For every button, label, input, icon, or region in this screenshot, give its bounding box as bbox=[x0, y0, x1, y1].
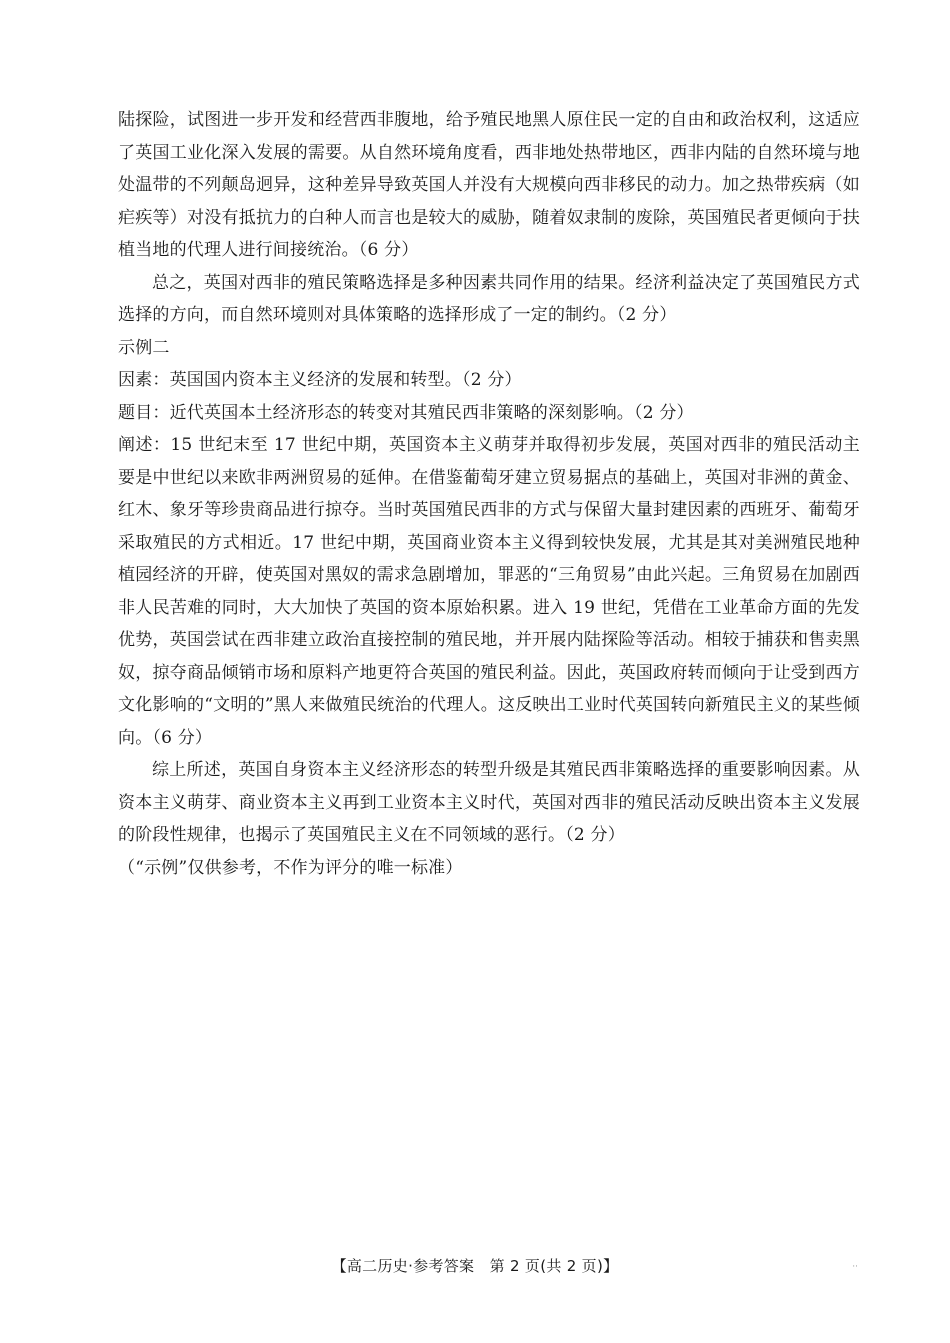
page-footer: 【高二历史·参考答案 第 2 页(共 2 页)】 bbox=[331, 1257, 619, 1275]
corner-mark: ·· bbox=[852, 1262, 858, 1272]
answer-content bbox=[118, 104, 860, 884]
factor-line: 因素：英国国内资本主义经济的发展和转型。（2 分） bbox=[118, 370, 522, 390]
example-two-heading: 示例二 bbox=[118, 337, 170, 358]
topic-line: 题目：近代英国本土经济形态的转变对其殖民西非策略的深刻影响。（2 分） bbox=[118, 402, 694, 423]
paragraph-summary-1: 总之，英国对西非的殖民策略选择是多种因素共同作用的结果。经济利益决定了英国殖民方式选择的方向，而自然环境则对具体策略的选择形成了一定的制约。（2 分） bbox=[118, 272, 860, 325]
reference-note: （“示例”仅供参考，不作为评分的唯一标准） bbox=[118, 857, 463, 878]
paragraph-continuation: 陆探险，试图进一步开发和经营西非腹地，给予殖民地黑人原住民一定的自由和政治权利，这适应了英国工业化深入发展的需要。从自然环境角度看，西非地处热带地区，西非内陆的自然环境与地处温带的不列颠岛迥异，这种差异导致英国人并没有大规模向西非移民的动力。加之热带疾病（如疟疾等）对没有抵抗力的白种人而言也是较大的威胁，随着奴隶制的废除，英国殖民者更倾向于扶植当地的代理人进行间接统治。（6 分） bbox=[118, 110, 860, 260]
paragraph-summary-2: 综上所述，英国自身资本主义经济形态的转型升级是其殖民西非策略选择的重要影响因素。从资本主义萌芽、商业资本主义再到工业资本主义时代，英国对西非的殖民活动反映出资本主义发展的阶段性规律，也揭示了英国殖民主义在不同领域的恶行。（2 分） bbox=[118, 760, 860, 845]
elaboration-paragraph: 阐述：15 世纪末至 17 世纪中期，英国资本主义萌芽并取得初步发展，英国对西非的殖民活动主要是中世纪以来欧非两洲贸易的延伸。在借鉴葡萄牙建立贸易据点的基础上，英国对非洲的黄金、红木、象牙等珍贵商品进行掠夺。当时英国殖民西非的方式与保留大量封建因素的西班牙、葡萄牙采取殖民的方式相近。17 世纪中期，英国商业资本主义得到较快发展，尤其是其对美洲殖民地种植园经济的开辟，使英国对黑奴的需求急剧增加，罪恶的“三角贸易”由此兴起。三角贸易在加剧西非人民苦难的同时，大大加快了英国的资本原始积累。进入 19 世纪，凭借在工业革命方面的先发优势，英国尝试在西非建立政治直接控制的殖民地，并开展内陆探险等活动。相较于捕获和售卖黑奴，掠夺商品倾销市场和原料产地更符合英国的殖民利益。因此，英国政府转而倾向于让受到西方文化影响的“文明的”黑人来做殖民统治的代理人。这反映出工业时代英国转向新殖民主义的某些倾向。（6 分） bbox=[118, 435, 860, 748]
